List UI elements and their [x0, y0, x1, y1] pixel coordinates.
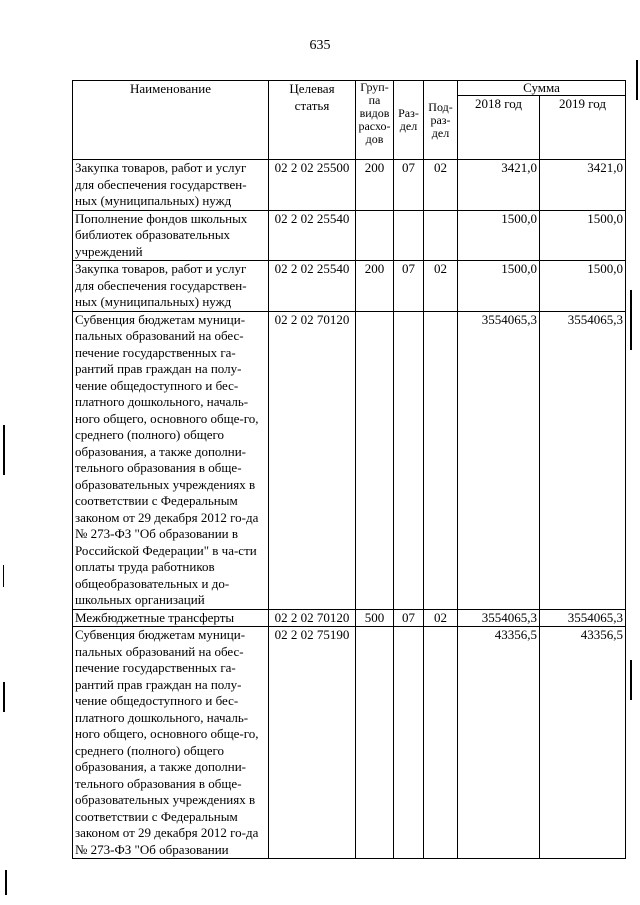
row-2019: 3554065,3	[540, 609, 626, 627]
scan-edge-mark	[630, 660, 632, 700]
table-row	[73, 261, 626, 312]
table-row	[73, 210, 626, 261]
scan-edge-mark	[630, 290, 632, 350]
row-group	[356, 210, 394, 261]
row-section	[394, 627, 424, 859]
page-number: 635	[309, 38, 331, 53]
header-section: Раз-дел	[394, 81, 424, 160]
row-target: 02 2 02 25540	[269, 261, 356, 312]
row-target: 02 2 02 70120	[269, 609, 356, 627]
row-group: 500	[356, 609, 394, 627]
row-section: 07	[394, 160, 424, 211]
row-2019: 3554065,3	[540, 311, 626, 609]
row-2019: 43356,5	[540, 627, 626, 859]
budget-table	[72, 80, 626, 859]
scan-edge-mark	[3, 565, 4, 587]
table-row	[73, 160, 626, 211]
header-target: Целевая статья	[269, 81, 356, 160]
row-section: 07	[394, 609, 424, 627]
scan-edge-mark	[5, 870, 7, 895]
row-group	[356, 311, 394, 609]
row-name: Закупка товаров, работ и услуг для обеспечения государствен-ных (муниципальных) нужд	[73, 160, 269, 211]
header-year-2018: 2018 год	[458, 96, 540, 160]
table-row	[73, 609, 626, 627]
scan-edge-mark	[3, 682, 5, 712]
row-group: 200	[356, 160, 394, 211]
row-subsection	[424, 210, 458, 261]
row-name: Закупка товаров, работ и услуг для обеспечения государствен-ных (муниципальных) нужд	[73, 261, 269, 312]
row-subsection: 02	[424, 261, 458, 312]
row-subsection: 02	[424, 609, 458, 627]
scan-edge-mark	[3, 425, 5, 475]
table-row	[73, 627, 626, 859]
row-name: Субвенция бюджетам муници-пальных образований на обес-печение государственных га-рантий прав граждан на полу-чение общедоступного и бес-платного дошкольного, началь-ного общего, основного обще-го, среднего (полного) общего образования, а также дополни-тельного образования в обще-образовательных учреждениях в соответствии с Федеральным законом от 29 декабря 2012 го-да № 273-ФЗ "Об образовании	[73, 627, 269, 859]
header-sum: Сумма	[458, 81, 626, 96]
row-target: 02 2 02 75190	[269, 627, 356, 859]
row-name: Межбюджетные трансферты	[73, 609, 269, 627]
row-2019: 3421,0	[540, 160, 626, 211]
row-group	[356, 627, 394, 859]
row-2018: 3421,0	[458, 160, 540, 211]
scan-edge-mark	[636, 60, 638, 100]
row-target: 02 2 02 70120	[269, 311, 356, 609]
row-section	[394, 311, 424, 609]
row-target: 02 2 02 25540	[269, 210, 356, 261]
header-group: Груп-па видов расхо-дов	[356, 81, 394, 160]
row-target: 02 2 02 25500	[269, 160, 356, 211]
row-2018: 3554065,3	[458, 311, 540, 609]
row-2019: 1500,0	[540, 261, 626, 312]
table-header-row	[73, 81, 626, 96]
row-2018: 1500,0	[458, 261, 540, 312]
row-name: Субвенция бюджетам муници-пальных образований на обес-печение государственных га-рантий прав граждан на полу-чение общедоступного и бес-платного дошкольного, началь-ного общего, основного обще-го, среднего (полного) общего образования, а также дополни-тельного образования в обще-образовательных учреждениях в соответствии с Федеральным законом от 29 декабря 2012 го-да № 273-ФЗ "Об образовании в Российской Федерации" в ча-сти оплаты труда работников общеобразовательных и до-школьных организаций	[73, 311, 269, 609]
row-section: 07	[394, 261, 424, 312]
row-subsection: 02	[424, 160, 458, 211]
row-2019: 1500,0	[540, 210, 626, 261]
row-2018: 43356,5	[458, 627, 540, 859]
row-subsection	[424, 311, 458, 609]
row-section	[394, 210, 424, 261]
row-2018: 1500,0	[458, 210, 540, 261]
header-subsection: Под-раз-дел	[424, 81, 458, 160]
row-name: Пополнение фондов школьных библиотек образовательных учреждений	[73, 210, 269, 261]
row-2018: 3554065,3	[458, 609, 540, 627]
header-name: Наименование	[73, 81, 269, 160]
header-year-2019: 2019 год	[540, 96, 626, 160]
row-group: 200	[356, 261, 394, 312]
row-subsection	[424, 627, 458, 859]
table-row	[73, 311, 626, 609]
